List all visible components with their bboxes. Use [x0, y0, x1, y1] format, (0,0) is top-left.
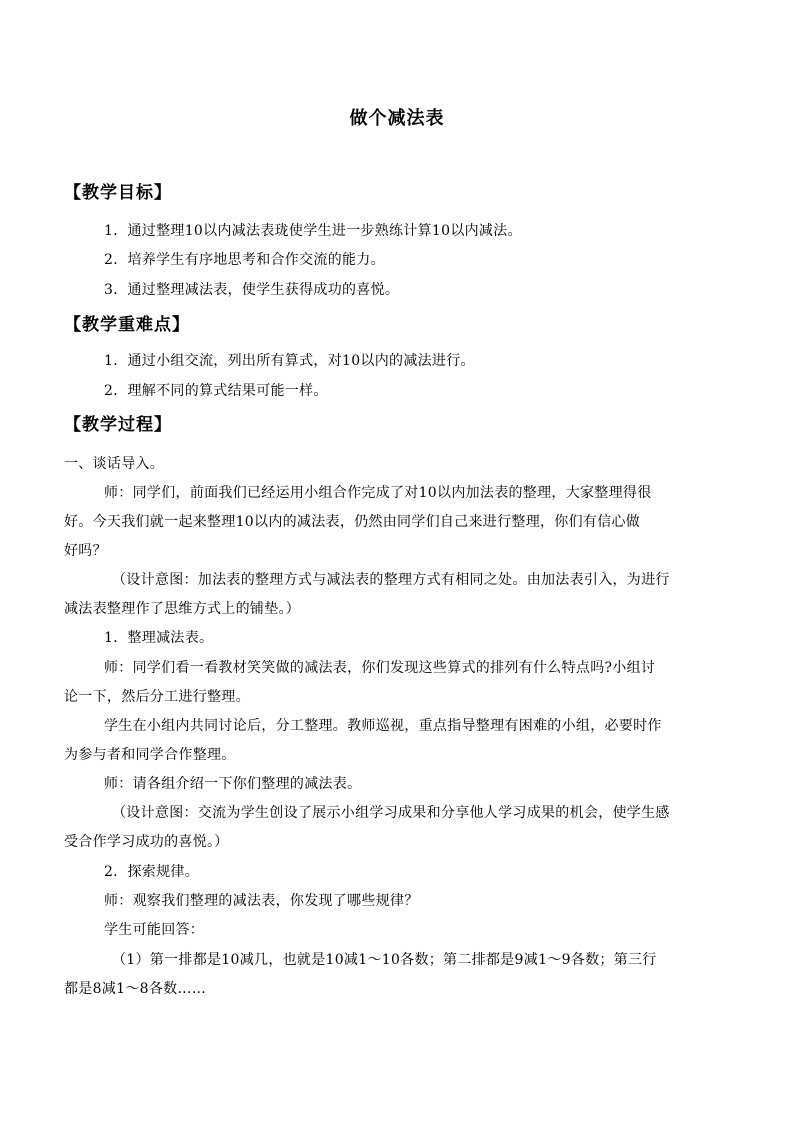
process-line-1: 一、谈话导入。 [64, 456, 165, 472]
process-line-2: 师：同学们，前面我们已经运用小组合作完成了对10以内加法表的整理，大家整理得很 [104, 485, 652, 501]
process-line-17: 学生可能回答： [104, 922, 205, 938]
process-line-3: 好。今天我们就一起来整理10以内的减法表，仍然由同学们自己来进行整理，你们有信心做 [64, 514, 641, 530]
process-line-14: 受合作学习成功的喜悦。） [64, 834, 229, 850]
goal-item-2: 2．培养学生有序地思考和合作交流的能力。 [104, 252, 385, 268]
section-heading-key-points: 【教学重难点】 [64, 315, 190, 335]
key-point-item-1: 1．通过小组交流，列出所有算式，对10以内的减法进行。 [104, 353, 475, 369]
process-line-11: 为参与者和同学合作整理。 [64, 747, 236, 763]
process-line-13: （设计意图：交流为学生创设了展示小组学习成果和分享他人学习成果的机会，使学生感 [112, 805, 670, 821]
document-title: 做个减法表 [349, 108, 445, 129]
process-line-12: 师：请各组介绍一下你们整理的减法表。 [104, 776, 362, 792]
process-line-9: 论一下，然后分工进行整理。 [64, 689, 250, 705]
process-line-5: （设计意图：加法表的整理方式与减法表的整理方式有相同之处。由加法表引入，为进行 [112, 572, 670, 588]
goal-item-1: 1．通过整理10以内减法表珑使学生进一步熟练计算10以内减法。 [104, 223, 522, 239]
process-line-8: 师：同学们看一看教材笑笑做的减法表，你们发现这些算式的排列有什么特点吗?小组讨 [104, 660, 656, 676]
section-heading-process: 【教学过程】 [64, 415, 172, 435]
process-line-18: （1）第一排都是10减几，也就是10减1～10各数；第二排都是9减1～9各数；第三行 [112, 952, 657, 968]
process-line-10: 学生在小组内共同讨论后，分工整理。教师巡视，重点指导整理有困难的小组，必要时作 [104, 718, 662, 734]
process-line-16: 师：观察我们整理的减法表，你发现了哪些规律？ [104, 893, 419, 909]
process-line-6: 减法表整理作了思维方式上的铺垫。） [64, 601, 301, 617]
key-point-item-2: 2．理解不同的算式结果可能一样。 [104, 383, 328, 399]
process-line-4: 好吗？ [64, 543, 107, 559]
goal-item-3: 3．通过整理减法表，使学生获得成功的喜悦。 [104, 282, 400, 298]
process-line-19: 都是8减1～8各数…… [64, 981, 207, 997]
process-line-7: 1．整理减法表。 [104, 630, 214, 646]
section-heading-goals: 【教学目标】 [64, 183, 172, 203]
process-line-15: 2．探索规律。 [104, 864, 200, 880]
